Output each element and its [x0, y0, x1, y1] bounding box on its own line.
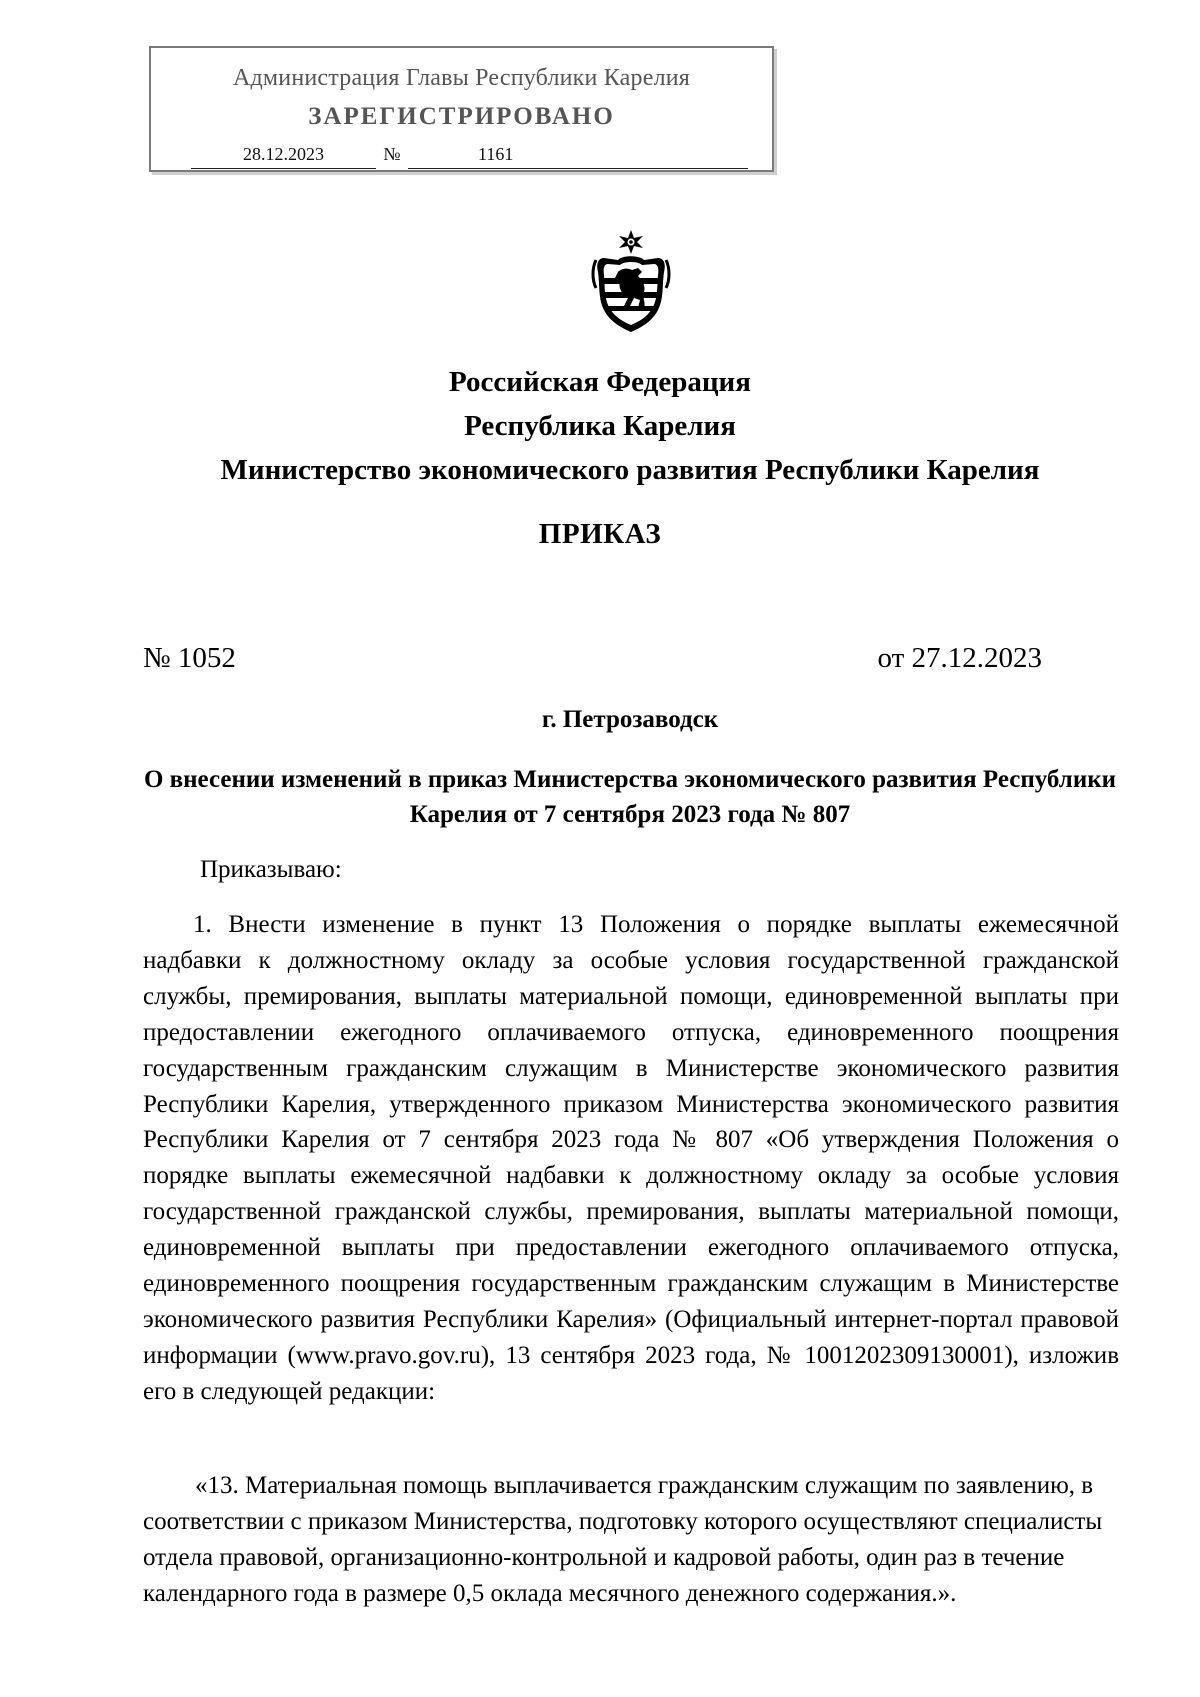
paragraph-2: «13. Материальная помощь выплачивается гражданским служащим по заявлению, в соответствии с приказом Министерства, подготовку которого осуществляют специалисты отдела правовой, организационно-контрольной и кадровой работы, один раз в течение календарного года в размере 0,5 оклада месячного денежного содержания.».	[143, 1472, 1103, 1607]
order-word: Приказываю:	[200, 856, 342, 883]
stamp-status: ЗАРЕГИСТРИРОВАНО	[308, 103, 615, 130]
stamp-organization: Администрация Главы Республики Карелия	[232, 65, 691, 91]
region-title: Республика Карелия	[464, 410, 736, 442]
ministry-title: Министерство экономического развития Республики Карелия	[220, 454, 1040, 486]
order-date: от 27.12.2023	[877, 642, 1042, 674]
registration-stamp	[149, 46, 774, 172]
order-number: № 1052	[143, 642, 236, 674]
city: г. Петрозаводск	[541, 706, 719, 733]
stamp-number-field	[408, 144, 748, 169]
stamp-date: 28.12.2023	[191, 144, 376, 169]
stamp-number-sign: №	[383, 144, 401, 164]
country-title: Российская Федерация	[449, 366, 751, 398]
karelia-coat-of-arms-icon	[588, 228, 674, 334]
stamp-number: 1161	[478, 144, 514, 164]
document-type: ПРИКАЗ	[538, 518, 662, 550]
star-icon	[619, 230, 643, 254]
order-subject: О внесении изменений в приказ Министерства экономического развития Республики Карелия от 7 сентября 2023 года № 807	[143, 766, 1117, 828]
paragraph-1: 1. Внести изменение в пункт 13 Положения о порядке выплаты ежемесячной надбавки к должностному окладу за особые условия государственной гражданской службы, премирования, выплаты материальной помощи, единовременной выплаты при предоставлении ежегодного оплачиваемого отпуска, единовременного поощрения государственным гражданским служащим в Министерстве экономического развития Республики Карелия, утвержденного приказом Министерства экономического развития Республики Карелия от 7 сентября 2023 года № 807 «Об утверждения Положения о порядке выплаты ежемесячной надбавки к должностному окладу за особые условия государственной гражданской службы, премирования, выплаты материальной помощи, единовременной выплаты при предоставлении ежегодного оплачиваемого отпуска, единовременного поощрения государственным гражданским служащим в Министерстве экономического развития Республики Карелия» (Официальный интернет-портал правовой информации (www.pravo.gov.ru), 13 сентября 2023 года, № 1001202309130001), изложив его в следующей редакции:	[143, 911, 1119, 1405]
